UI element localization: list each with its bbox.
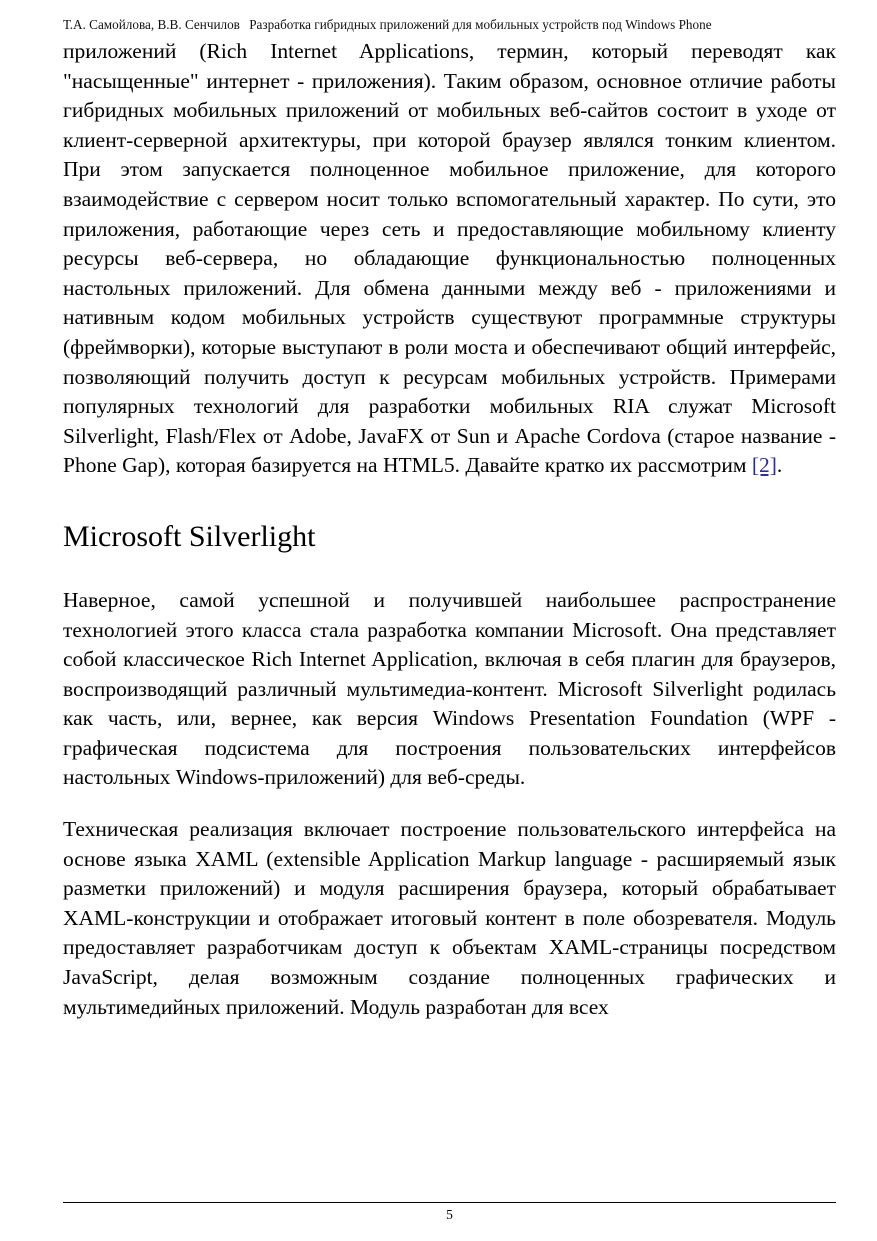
section-paragraph-1: Наверное, самой успешной и получившей наибольшее распространение технологией этого класса стала разработка компании Microsoft. Она представляет собой классическое Rich Internet Application, включая в себя плагин для браузеров, воспроизводящий различный мультимедиа-контент. Microsoft Silverlight родилась как часть, или, вернее, как версия Windows Presentation Foundation (WPF - графическая подсистема для построения пользовательских интерфейсов настольных Windows-приложений) для веб-среды.: [63, 587, 836, 790]
page-number: 5: [446, 1207, 453, 1222]
section-heading: Microsoft Silverlight: [63, 519, 316, 553]
header-book-title: Разработка гибридных приложений для мобильных устройств под Windows Phone: [249, 17, 712, 32]
intro-paragraph: [63, 37, 836, 481]
footer-divider: [63, 1202, 836, 1203]
section-paragraph-2: Техническая реализация включает построение пользовательского интерфейса на основе языка XAML (extensible Application Markup language - расширяемый язык разметки приложений) и модуля расширения браузера, который обрабатывает XAML-конструкции и отображает итоговый контент в поле обозревателя. Модуль предоставляет разработчикам доступ к объектам XAML-страницы посредством JavaScript, делая возможным создание полноценных графических и мультимедийных приложений. Модуль разработан для всех: [63, 817, 836, 1019]
reference-link[interactable]: [2]: [751, 453, 777, 478]
running-header: [63, 16, 836, 34]
intro-paragraph-text: приложений (Rich Internet Applications, термин, который переводят как "насыщенные" интернет - приложения). Таким образом, основное отличие работы гибридных мобильных приложений от мобильных веб-сайтов состоит в уходе от клиент-серверной архитектуры, при которой браузер являлся тонким клиентом. При этом запускается полноценное мобильное приложение, для которого взаимодействие с сервером носит только вспомогательный характер. По сути, это приложения, работающие через сеть и предоставляющие мобильному клиенту ресурсы веб-сервера, но обладающие функциональностью полноценных настольных приложений. Для обмена данными между веб - приложениями и нативным кодом мобильных устройств существуют программные структуры (фреймворки), которые выступают в роли моста и обеспечивают общий интерфейс, позволяющий получить доступ к ресурсам мобильных устройств. Примерами популярных технологий для разработки мобильных RIA служат Microsoft Silverlight, Flash/Flex от Adobe, JavaFX от Sun и Apache Cordova (старое название - Phone Gap), которая базируется на HTML5. Давайте кратко их рассмотрим: [63, 39, 836, 478]
header-authors: Т.А. Самойлова, В.В. Сенчилов: [63, 17, 240, 32]
intro-paragraph-end: .: [776, 453, 783, 478]
document-page: [63, 0, 836, 1241]
page-body: [63, 37, 836, 1022]
